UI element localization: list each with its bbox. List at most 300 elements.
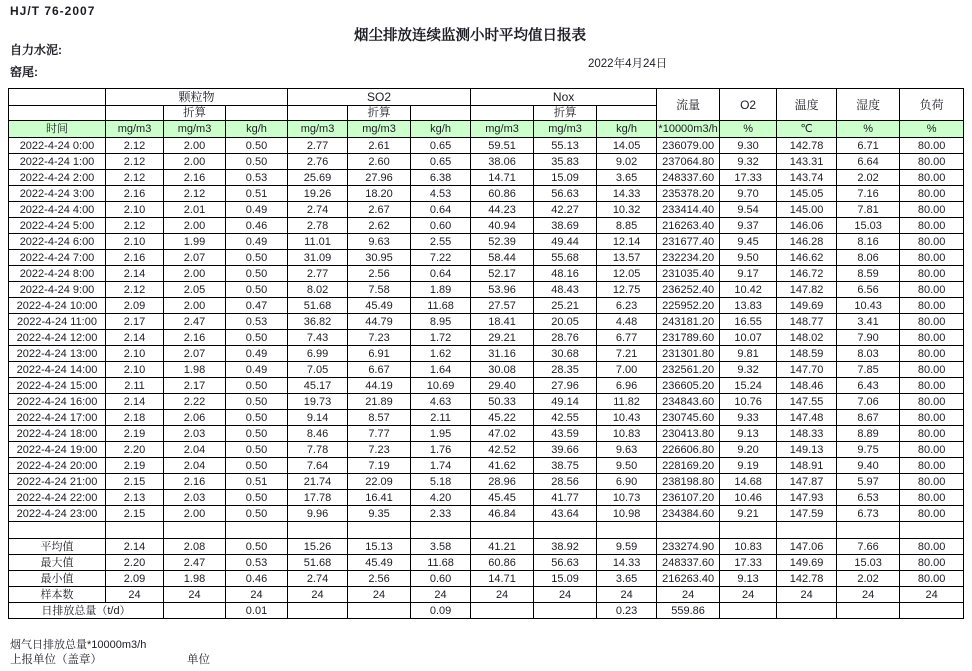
value-cell: 13.83 xyxy=(720,298,777,314)
summary-value-cell: 216263.40 xyxy=(657,571,720,587)
value-cell: 9.54 xyxy=(720,202,777,218)
value-cell: 9.45 xyxy=(720,234,777,250)
value-cell: 7.16 xyxy=(837,186,900,202)
value-cell: 2.03 xyxy=(164,426,226,442)
value-cell: 2.12 xyxy=(106,138,164,154)
value-cell: 7.85 xyxy=(837,362,900,378)
summary-value-cell: 2.20 xyxy=(106,555,164,571)
value-cell: 4.63 xyxy=(411,394,471,410)
spacer-row xyxy=(9,522,964,539)
company-label: 自力水泥: xyxy=(10,43,62,57)
value-cell: 7.64 xyxy=(288,458,348,474)
value-cell: 237064.80 xyxy=(657,154,720,170)
unit-header: mg/m3 xyxy=(534,121,597,138)
summary-value-cell: 3.65 xyxy=(597,571,657,587)
value-cell: 9.21 xyxy=(720,506,777,522)
value-cell: 6.23 xyxy=(597,298,657,314)
value-cell: 0.50 xyxy=(226,154,288,170)
data-row xyxy=(9,138,964,154)
value-cell: 6.38 xyxy=(411,170,471,186)
data-row xyxy=(9,346,964,362)
flow-header: 流量 xyxy=(657,89,720,121)
data-row xyxy=(9,250,964,266)
value-cell: 7.21 xyxy=(597,346,657,362)
unit-header: *10000m3/h xyxy=(657,121,720,138)
blank-subheader xyxy=(471,106,534,121)
value-cell: 10.73 xyxy=(597,490,657,506)
summary-value-cell: 0.53 xyxy=(226,555,288,571)
value-cell: 80.00 xyxy=(900,218,964,234)
time-cell: 2022-4-24 6:00 xyxy=(9,234,106,250)
value-cell: 2.16 xyxy=(106,250,164,266)
group-header-so2: SO2 xyxy=(288,89,471,106)
value-cell: 80.00 xyxy=(900,202,964,218)
value-cell: 8.89 xyxy=(837,426,900,442)
summary-value-cell: 0.60 xyxy=(411,571,471,587)
value-cell: 147.55 xyxy=(777,394,837,410)
value-cell: 41.77 xyxy=(534,490,597,506)
value-cell: 30.68 xyxy=(534,346,597,362)
value-cell: 9.37 xyxy=(720,218,777,234)
value-cell: 0.50 xyxy=(226,330,288,346)
value-cell: 236079.00 xyxy=(657,138,720,154)
value-cell: 28.76 xyxy=(534,330,597,346)
blank-cell xyxy=(9,522,106,539)
data-row xyxy=(9,170,964,186)
value-cell: 16.41 xyxy=(348,490,411,506)
value-cell: 8.95 xyxy=(411,314,471,330)
value-cell: 0.50 xyxy=(226,378,288,394)
summary-value-cell: 24 xyxy=(288,587,348,603)
value-cell: 80.00 xyxy=(900,346,964,362)
unit-header: kg/h xyxy=(411,121,471,138)
value-cell: 21.74 xyxy=(288,474,348,490)
value-cell: 12.75 xyxy=(597,282,657,298)
value-cell: 49.44 xyxy=(534,234,597,250)
value-cell: 2.14 xyxy=(106,394,164,410)
value-cell: 2.00 xyxy=(164,506,226,522)
time-cell: 2022-4-24 20:00 xyxy=(9,458,106,474)
group-header-particulate: 颗粒物 xyxy=(106,89,288,106)
value-cell: 147.87 xyxy=(777,474,837,490)
value-cell: 80.00 xyxy=(900,442,964,458)
value-cell: 2.61 xyxy=(348,138,411,154)
data-row xyxy=(9,154,964,170)
value-cell: 6.91 xyxy=(348,346,411,362)
value-cell: 149.13 xyxy=(777,442,837,458)
value-cell: 29.21 xyxy=(471,330,534,346)
unit-label: 单位 xyxy=(187,654,210,666)
summary-value-cell: 38.92 xyxy=(534,539,597,555)
value-cell: 147.59 xyxy=(777,506,837,522)
value-cell: 28.35 xyxy=(534,362,597,378)
value-cell: 9.33 xyxy=(720,410,777,426)
value-cell: 146.72 xyxy=(777,266,837,282)
load-header: 负荷 xyxy=(900,89,964,121)
value-cell: 2.12 xyxy=(106,282,164,298)
value-cell: 19.26 xyxy=(288,186,348,202)
value-cell: 52.39 xyxy=(471,234,534,250)
value-cell: 146.62 xyxy=(777,250,837,266)
value-cell: 146.28 xyxy=(777,234,837,250)
time-cell: 2022-4-24 10:00 xyxy=(9,298,106,314)
value-cell: 30.08 xyxy=(471,362,534,378)
value-cell: 2.33 xyxy=(411,506,471,522)
value-cell: 1.72 xyxy=(411,330,471,346)
summary-value-cell: 15.09 xyxy=(534,571,597,587)
value-cell: 0.50 xyxy=(226,410,288,426)
value-cell: 80.00 xyxy=(900,490,964,506)
blank-cell xyxy=(657,522,720,539)
value-cell: 225952.20 xyxy=(657,298,720,314)
time-cell: 2022-4-24 8:00 xyxy=(9,266,106,282)
blank-cell xyxy=(164,522,226,539)
value-cell: 8.03 xyxy=(837,346,900,362)
value-cell: 148.59 xyxy=(777,346,837,362)
value-cell: 8.06 xyxy=(837,250,900,266)
value-cell: 11.82 xyxy=(597,394,657,410)
value-cell: 236605.20 xyxy=(657,378,720,394)
summary-value-cell: 24 xyxy=(348,587,411,603)
value-cell: 231035.40 xyxy=(657,266,720,282)
summary-value-cell: 1.98 xyxy=(164,571,226,587)
summary-value-cell: 2.14 xyxy=(106,539,164,555)
time-cell: 2022-4-24 18:00 xyxy=(9,426,106,442)
summary-value-cell: 24 xyxy=(597,587,657,603)
time-cell: 2022-4-24 12:00 xyxy=(9,330,106,346)
value-cell: 148.91 xyxy=(777,458,837,474)
value-cell: 10.46 xyxy=(720,490,777,506)
value-cell: 50.33 xyxy=(471,394,534,410)
value-cell: 43.59 xyxy=(534,426,597,442)
value-cell: 80.00 xyxy=(900,154,964,170)
summary-value-cell: 24 xyxy=(777,587,837,603)
time-cell: 2022-4-24 7:00 xyxy=(9,250,106,266)
value-cell: 80.00 xyxy=(900,266,964,282)
value-cell: 10.43 xyxy=(597,410,657,426)
time-cell: 2022-4-24 17:00 xyxy=(9,410,106,426)
value-cell: 55.13 xyxy=(534,138,597,154)
data-row xyxy=(9,442,964,458)
value-cell: 0.50 xyxy=(226,458,288,474)
value-cell: 226606.80 xyxy=(657,442,720,458)
value-cell: 142.78 xyxy=(777,138,837,154)
value-cell: 9.20 xyxy=(720,442,777,458)
summary-value-cell: 24 xyxy=(657,587,720,603)
value-cell: 25.69 xyxy=(288,170,348,186)
report-table-body xyxy=(9,138,964,619)
value-cell: 148.46 xyxy=(777,378,837,394)
value-cell: 2.20 xyxy=(106,442,164,458)
blank-subheader xyxy=(288,106,348,121)
value-cell: 2.04 xyxy=(164,458,226,474)
value-cell: 27.96 xyxy=(348,170,411,186)
daily-total-value-cell xyxy=(348,603,411,619)
value-cell: 2.00 xyxy=(164,218,226,234)
value-cell: 7.06 xyxy=(837,394,900,410)
summary-value-cell: 0.50 xyxy=(226,539,288,555)
value-cell: 2.56 xyxy=(348,266,411,282)
value-cell: 2.13 xyxy=(106,490,164,506)
value-cell: 52.17 xyxy=(471,266,534,282)
time-cell: 2022-4-24 1:00 xyxy=(9,154,106,170)
summary-value-cell: 51.68 xyxy=(288,555,348,571)
summary-value-cell: 24 xyxy=(900,587,964,603)
value-cell: 38.75 xyxy=(534,458,597,474)
value-cell: 80.00 xyxy=(900,378,964,394)
value-cell: 10.98 xyxy=(597,506,657,522)
summary-value-cell: 9.13 xyxy=(720,571,777,587)
value-cell: 147.82 xyxy=(777,282,837,298)
value-cell: 7.23 xyxy=(348,330,411,346)
value-cell: 9.02 xyxy=(597,154,657,170)
value-cell: 6.77 xyxy=(597,330,657,346)
summary-value-cell: 24 xyxy=(106,587,164,603)
data-row xyxy=(9,234,964,250)
daily-total-value-cell xyxy=(534,603,597,619)
value-cell: 80.00 xyxy=(900,282,964,298)
page-title: 烟尘排放连续监测小时平均值日报表 xyxy=(354,28,586,44)
value-cell: 7.43 xyxy=(288,330,348,346)
value-cell: 2.77 xyxy=(288,138,348,154)
value-cell: 10.32 xyxy=(597,202,657,218)
value-cell: 38.69 xyxy=(534,218,597,234)
value-cell: 80.00 xyxy=(900,474,964,490)
data-row xyxy=(9,330,964,346)
value-cell: 11.68 xyxy=(411,298,471,314)
time-cell: 2022-4-24 11:00 xyxy=(9,314,106,330)
value-cell: 36.82 xyxy=(288,314,348,330)
unit-header: mg/m3 xyxy=(348,121,411,138)
value-cell: 43.64 xyxy=(534,506,597,522)
value-cell: 14.68 xyxy=(720,474,777,490)
value-cell: 148.33 xyxy=(777,426,837,442)
value-cell: 27.57 xyxy=(471,298,534,314)
value-cell: 9.32 xyxy=(720,362,777,378)
value-cell: 14.71 xyxy=(471,170,534,186)
daily-total-value-cell xyxy=(777,603,837,619)
value-cell: 231301.80 xyxy=(657,346,720,362)
time-header: 时间 xyxy=(9,121,106,138)
summary-value-cell: 14.71 xyxy=(471,571,534,587)
summary-value-cell: 142.78 xyxy=(777,571,837,587)
value-cell: 2.11 xyxy=(106,378,164,394)
time-cell: 2022-4-24 2:00 xyxy=(9,170,106,186)
value-cell: 46.84 xyxy=(471,506,534,522)
value-cell: 2.10 xyxy=(106,346,164,362)
report-date: 2022年4月24日 xyxy=(588,58,668,70)
value-cell: 1.74 xyxy=(411,458,471,474)
value-cell: 10.69 xyxy=(411,378,471,394)
value-cell: 80.00 xyxy=(900,426,964,442)
value-cell: 80.00 xyxy=(900,138,964,154)
blank-cell xyxy=(348,522,411,539)
value-cell: 0.65 xyxy=(411,138,471,154)
value-cell: 40.94 xyxy=(471,218,534,234)
value-cell: 9.75 xyxy=(837,442,900,458)
value-cell: 4.20 xyxy=(411,490,471,506)
value-cell: 8.59 xyxy=(837,266,900,282)
summary-value-cell: 45.49 xyxy=(348,555,411,571)
value-cell: 2.00 xyxy=(164,298,226,314)
value-cell: 30.95 xyxy=(348,250,411,266)
value-cell: 232234.20 xyxy=(657,250,720,266)
blank-cell xyxy=(411,522,471,539)
value-cell: 1.95 xyxy=(411,426,471,442)
data-row xyxy=(9,474,964,490)
value-cell: 80.00 xyxy=(900,394,964,410)
unit-header: % xyxy=(837,121,900,138)
value-cell: 3.65 xyxy=(597,170,657,186)
summary-value-cell: 24 xyxy=(720,587,777,603)
summary-row xyxy=(9,587,964,603)
daily-total-value-cell: 0.01 xyxy=(226,603,288,619)
value-cell: 58.44 xyxy=(471,250,534,266)
value-cell: 234384.60 xyxy=(657,506,720,522)
value-cell: 2.16 xyxy=(164,474,226,490)
value-cell: 4.48 xyxy=(597,314,657,330)
value-cell: 234843.60 xyxy=(657,394,720,410)
value-cell: 2.47 xyxy=(164,314,226,330)
value-cell: 243181.20 xyxy=(657,314,720,330)
value-cell: 236107.20 xyxy=(657,490,720,506)
value-cell: 7.00 xyxy=(597,362,657,378)
converted-subheader-so2: 折算 xyxy=(348,106,411,121)
value-cell: 0.51 xyxy=(226,186,288,202)
blank-cell xyxy=(900,522,964,539)
value-cell: 147.93 xyxy=(777,490,837,506)
value-cell: 80.00 xyxy=(900,362,964,378)
value-cell: 2.12 xyxy=(106,218,164,234)
blank-cell xyxy=(226,522,288,539)
value-cell: 6.56 xyxy=(837,282,900,298)
value-cell: 1.76 xyxy=(411,442,471,458)
summary-value-cell: 24 xyxy=(534,587,597,603)
value-cell: 39.66 xyxy=(534,442,597,458)
value-cell: 2.74 xyxy=(288,202,348,218)
value-cell: 80.00 xyxy=(900,298,964,314)
blank-subheader xyxy=(411,106,471,121)
summary-value-cell: 149.69 xyxy=(777,555,837,571)
value-cell: 7.19 xyxy=(348,458,411,474)
summary-value-cell: 7.66 xyxy=(837,539,900,555)
value-cell: 45.17 xyxy=(288,378,348,394)
value-cell: 0.65 xyxy=(411,154,471,170)
value-cell: 2.10 xyxy=(106,362,164,378)
value-cell: 231789.60 xyxy=(657,330,720,346)
blank-subheader xyxy=(226,106,288,121)
value-cell: 16.55 xyxy=(720,314,777,330)
value-cell: 9.17 xyxy=(720,266,777,282)
value-cell: 10.76 xyxy=(720,394,777,410)
value-cell: 2.17 xyxy=(164,378,226,394)
value-cell: 6.99 xyxy=(288,346,348,362)
time-cell: 2022-4-24 16:00 xyxy=(9,394,106,410)
value-cell: 7.90 xyxy=(837,330,900,346)
blank-cell xyxy=(106,522,164,539)
value-cell: 2.55 xyxy=(411,234,471,250)
value-cell: 6.96 xyxy=(597,378,657,394)
value-cell: 47.02 xyxy=(471,426,534,442)
value-cell: 15.09 xyxy=(534,170,597,186)
value-cell: 0.50 xyxy=(226,250,288,266)
unit-header: mg/m3 xyxy=(106,121,164,138)
group-header-nox: Nox xyxy=(471,89,657,106)
value-cell: 0.50 xyxy=(226,506,288,522)
summary-value-cell: 56.63 xyxy=(534,555,597,571)
data-row xyxy=(9,458,964,474)
value-cell: 2.16 xyxy=(164,330,226,346)
data-row xyxy=(9,362,964,378)
value-cell: 2.00 xyxy=(164,138,226,154)
value-cell: 236252.40 xyxy=(657,282,720,298)
unit-header: ℃ xyxy=(777,121,837,138)
daily-total-value-cell xyxy=(900,603,964,619)
blank-cell xyxy=(597,522,657,539)
value-cell: 2.16 xyxy=(164,170,226,186)
summary-value-cell: 0.46 xyxy=(226,571,288,587)
value-cell: 4.53 xyxy=(411,186,471,202)
value-cell: 21.89 xyxy=(348,394,411,410)
value-cell: 80.00 xyxy=(900,458,964,474)
time-cell: 2022-4-24 5:00 xyxy=(9,218,106,234)
value-cell: 9.19 xyxy=(720,458,777,474)
value-cell: 1.99 xyxy=(164,234,226,250)
value-cell: 51.68 xyxy=(288,298,348,314)
value-cell: 2.62 xyxy=(348,218,411,234)
time-cell: 2022-4-24 4:00 xyxy=(9,202,106,218)
value-cell: 2.17 xyxy=(106,314,164,330)
value-cell: 0.47 xyxy=(226,298,288,314)
data-row xyxy=(9,378,964,394)
value-cell: 55.68 xyxy=(534,250,597,266)
value-cell: 28.56 xyxy=(534,474,597,490)
value-cell: 1.89 xyxy=(411,282,471,298)
value-cell: 80.00 xyxy=(900,330,964,346)
daily-total-value-cell xyxy=(288,603,348,619)
summary-value-cell: 248337.60 xyxy=(657,555,720,571)
value-cell: 80.00 xyxy=(900,314,964,330)
value-cell: 7.05 xyxy=(288,362,348,378)
blank-cell xyxy=(288,522,348,539)
value-cell: 9.81 xyxy=(720,346,777,362)
value-cell: 2.02 xyxy=(837,170,900,186)
summary-value-cell: 80.00 xyxy=(900,539,964,555)
time-header-blank-top xyxy=(9,89,106,106)
summary-value-cell: 24 xyxy=(411,587,471,603)
value-cell: 31.09 xyxy=(288,250,348,266)
value-cell: 80.00 xyxy=(900,234,964,250)
value-cell: 48.43 xyxy=(534,282,597,298)
value-cell: 8.02 xyxy=(288,282,348,298)
value-cell: 9.30 xyxy=(720,138,777,154)
summary-value-cell: 10.83 xyxy=(720,539,777,555)
summary-value-cell: 11.68 xyxy=(411,555,471,571)
value-cell: 49.14 xyxy=(534,394,597,410)
value-cell: 6.43 xyxy=(837,378,900,394)
unit-header: mg/m3 xyxy=(471,121,534,138)
value-cell: 0.46 xyxy=(226,218,288,234)
value-cell: 2.11 xyxy=(411,410,471,426)
data-row xyxy=(9,410,964,426)
time-cell: 2022-4-24 22:00 xyxy=(9,490,106,506)
summary-label-cell: 最小值 xyxy=(9,571,106,587)
value-cell: 56.63 xyxy=(534,186,597,202)
value-cell: 2.19 xyxy=(106,458,164,474)
value-cell: 2.06 xyxy=(164,410,226,426)
daily-total-value-cell: 0.09 xyxy=(411,603,471,619)
summary-value-cell: 15.26 xyxy=(288,539,348,555)
